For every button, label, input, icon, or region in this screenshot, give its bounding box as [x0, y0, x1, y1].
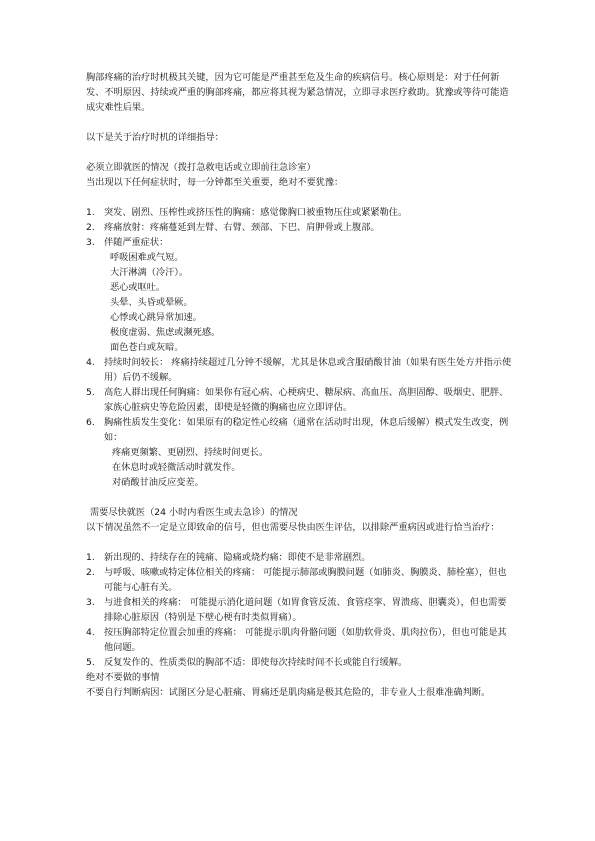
- item-number: 1.: [86, 207, 95, 218]
- item-number: 1.: [86, 552, 95, 563]
- item-number: 2.: [86, 222, 95, 233]
- item-number: 3.: [86, 237, 95, 248]
- section2-title: 需要尽快就医（24 小时内看医生或去急诊）的情况: [90, 507, 298, 518]
- list-item: [86, 565, 512, 595]
- item-text: 突发、剧烈、压榨性或挤压性的胸痛：感觉像胸口被重物压住或紧紧勒住。: [104, 207, 408, 218]
- list-item: [86, 205, 512, 220]
- item-text: 高危人群出现任何胸痛：如果你有冠心病、心梗病史、糖尿病、高血压、高胆固醇、吸烟史、肥胖、家族心脏病史等危险因素，即使是轻微的胸痛也应立即评估。: [104, 387, 509, 413]
- change-item: 对硝酸甘油反应变差。: [112, 477, 204, 488]
- symptom-item: 面色苍白或灰暗。: [110, 342, 184, 353]
- list-item: [86, 655, 512, 670]
- item-text: 与进食相关的疼痛： 可能提示消化道问题（如胃食管反流、食管痉挛、胃溃疡、胆囊炎），但也需要排除心脏原因（特别是下壁心梗有时类似胃痛）。: [104, 597, 507, 623]
- symptom-item: 恶心或呕吐。: [110, 282, 166, 293]
- list-item: [86, 235, 512, 250]
- symptom-item: 极度虚弱、焦虑或濒死感。: [110, 327, 221, 338]
- item-number: 6.: [86, 417, 95, 428]
- detail-intro: 以下是关于治疗时机的详细指导：: [86, 132, 224, 143]
- change-item: 在休息时或轻微活动时就发作。: [112, 462, 241, 473]
- item-number: 4.: [86, 357, 95, 368]
- list-item: [86, 220, 512, 235]
- symptom-item: 心悸或心跳异常加速。: [110, 312, 202, 323]
- list-item: [86, 415, 512, 445]
- symptom-item: 头晕、头昏或晕厥。: [110, 297, 193, 308]
- section1-title: 必须立即就医的情况（拨打急救电话或立即前往急诊室）: [86, 162, 316, 173]
- item-text: 反复发作的、性质类似的胸部不适：即使每次持续时间不长或能自行缓解。: [104, 657, 408, 668]
- item-number: 4.: [86, 627, 95, 638]
- item-text: 胸痛性质发生变化：如果原有的稳定性心绞痛（通常在活动时出现，休息后缓解）模式发生改变，例如：: [104, 417, 509, 443]
- item-text: 新出现的、持续存在的钝痛、隐痛或烧灼痛：即使不是非常剧烈。: [104, 552, 371, 563]
- item-number: 5.: [86, 387, 95, 398]
- symptom-item: 大汗淋漓（冷汗）。: [110, 267, 189, 278]
- item-text: 按压胸部特定位置会加重的疼痛： 可能提示肌肉骨骼问题（如肋软骨炎、肌肉拉伤），但也可能是其他问题。: [104, 627, 507, 653]
- list-item: [86, 595, 512, 625]
- section3-text: 不要自行判断病因：试图区分是心脏痛、胃痛还是肌肉痛是极其危险的，非专业人士很难准确判断。: [86, 687, 491, 698]
- section1-lead: 当出现以下任何症状时，每一分钟都至关重要，绝对不要犹豫：: [86, 177, 344, 188]
- symptom-item: 呼吸困难或气短。: [110, 252, 184, 263]
- list-item: [86, 385, 512, 415]
- list-item: [86, 550, 512, 565]
- item-number: 2.: [86, 567, 95, 578]
- document-body: [86, 70, 512, 700]
- section2-lead: 以下情况虽然不一定是立即致命的信号，但也需要尽快由医生评估，以排除严重病因或进行恰当治疗：: [86, 522, 500, 533]
- intro-paragraph: 胸部疼痛的治疗时机极其关键，因为它可能是严重甚至危及生命的疾病信号。核心原则是：对于任何新发、不明原因、持续或严重的胸部疼痛，都应将其视为紧急情况，立即寻求医疗救助。犹豫或等待可能造成灾难性后果。: [86, 72, 509, 113]
- list-item: [86, 355, 512, 385]
- item-text: 疼痛放射：疼痛蔓延到左臂、右臂、颈部、下巴、肩胛骨或上腹部。: [104, 222, 380, 233]
- item-text: 与呼吸、咳嗽或特定体位相关的疼痛： 可能提示肺部或胸膜问题（如肺炎、胸膜炎、肺栓塞），但也可能与心脏有关。: [104, 567, 507, 593]
- item-text: 伴随严重症状：: [104, 237, 169, 248]
- change-item: 疼痛更频繁、更剧烈、持续时间更长。: [112, 447, 269, 458]
- list-item: [86, 625, 512, 655]
- item-number: 5.: [86, 657, 95, 668]
- item-number: 3.: [86, 597, 95, 608]
- section3-title: 绝对不要做的事情: [86, 672, 160, 683]
- item-text: 持续时间较长： 疼痛持续超过几分钟不缓解，尤其是休息或含服硝酸甘油（如果有医生处方并指示使用）后仍不缓解。: [104, 357, 512, 383]
